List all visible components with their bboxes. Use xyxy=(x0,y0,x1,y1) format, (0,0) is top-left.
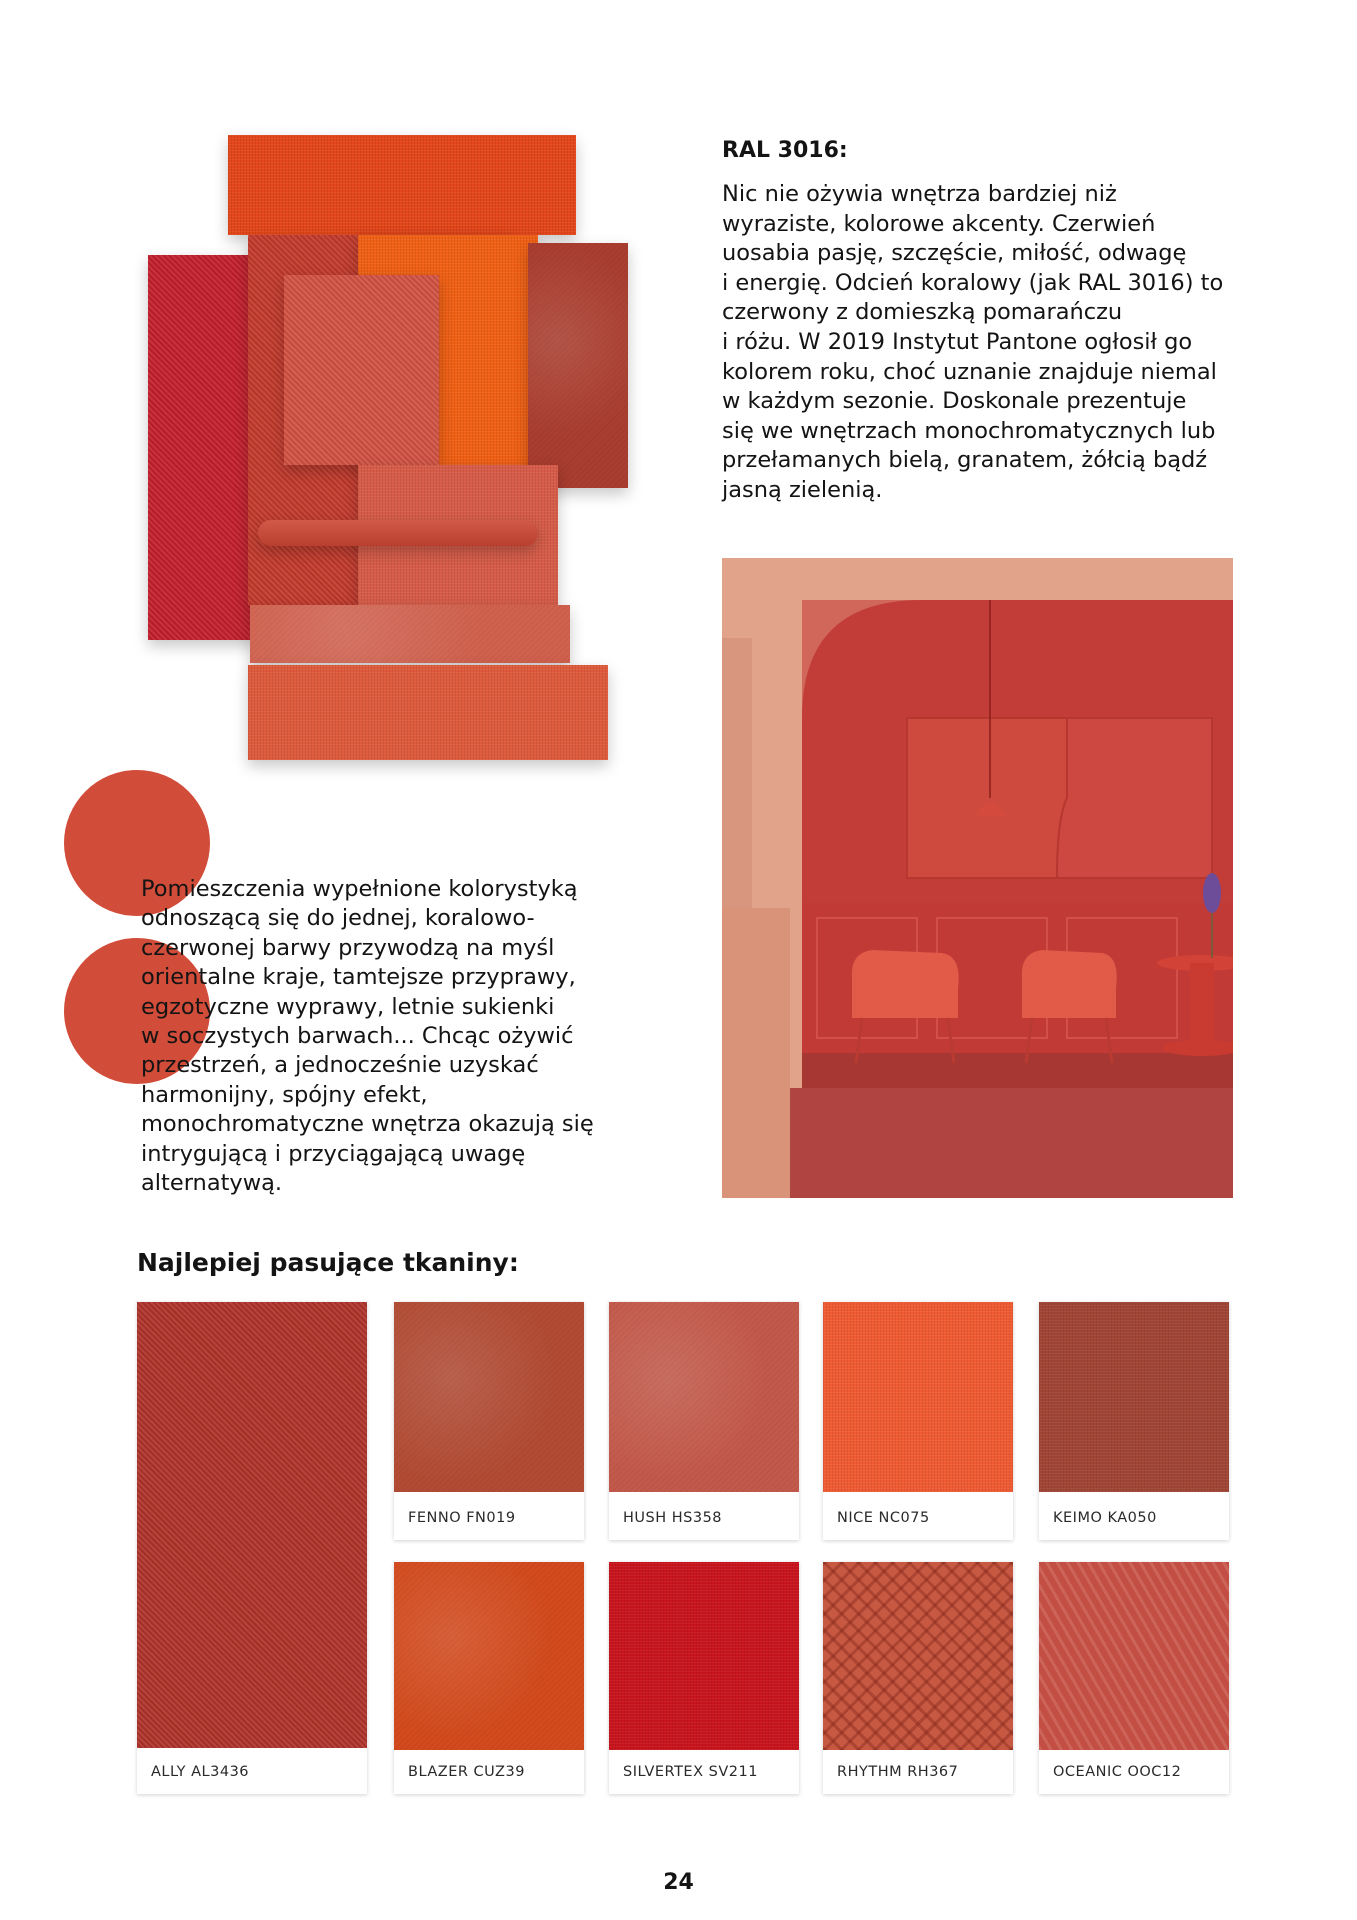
interior-photo xyxy=(722,558,1233,1198)
interior-illustration xyxy=(722,558,1233,1198)
fabric-name: OCEANIC OOC12 xyxy=(1053,1764,1182,1780)
fabric-card-nice xyxy=(823,1302,1013,1540)
fabric-piece-orange-top xyxy=(228,135,576,235)
fabrics-title: Najlepiej pasujące tkaniny: xyxy=(137,1248,519,1277)
fabric-piece-orange-bottom xyxy=(248,665,608,760)
fabric-collage-image xyxy=(148,135,633,760)
fabric-card-fenno xyxy=(394,1302,584,1540)
fabric-card-blazer xyxy=(394,1562,584,1794)
secondary-paragraph: Pomieszczenia wypełnione kolorystyką odnoszącą się do jednej, koralowo- czerwonej barwy przywodzą na myśl orientalne kraje, tamtejsze przyprawy, egzotyczne wyprawy, letnie sukienki w soczystych barwach... Chcąc ożywić przestrzeń, a jednocześnie uzyskać harmonijny, spójny efekt, monochromatyczne wnętrza okazują się intrygującą i przyciągającą uwagę alternatywą. xyxy=(141,876,594,1197)
intro-paragraph: Nic nie ożywia wnętrza bardziej niż wyraziste, kolorowe akcenty. Czerwień uosabia pasję, szczęście, miłość, odwagę i energię. Odcień koralowy (jak RAL 3016) to czerwony z domieszką pomarańczu i różu. W 2019 Instytut Pantone ogłosił go kolorem roku, choć uznanie znajduje niemal w każdym sezonie. Doskonale prezentuje się we wnętrzach monochromatycznych lub przełamanych bielą, granatem, żółcią bądź jasną zielenią. xyxy=(722,181,1224,503)
fabric-name: ALLY AL3436 xyxy=(151,1764,250,1780)
fabric-swatch xyxy=(609,1562,799,1750)
fabric-card-oceanic xyxy=(1039,1562,1229,1794)
fabric-swatch xyxy=(823,1562,1013,1750)
fabric-card-keimo xyxy=(1039,1302,1229,1540)
fabric-piece-red-left xyxy=(148,255,258,640)
fabric-name: NICE NC075 xyxy=(837,1510,930,1526)
fabric-swatch xyxy=(394,1302,584,1492)
fabric-name: SILVERTEX SV211 xyxy=(623,1764,758,1780)
fabric-swatch xyxy=(394,1562,584,1750)
fabric-name: HUSH HS358 xyxy=(623,1510,723,1526)
fabric-name: BLAZER CUZ39 xyxy=(408,1764,525,1780)
section-heading: RAL 3016: xyxy=(722,138,848,163)
page-number: 24 xyxy=(663,1870,694,1895)
fabric-piece-coral-square xyxy=(284,275,439,465)
fabric-swatch xyxy=(609,1302,799,1492)
fabric-piece-felt xyxy=(250,605,570,663)
fabric-card-ally xyxy=(137,1302,367,1794)
fabric-piece-roll xyxy=(258,520,538,546)
fabric-card-rhythm xyxy=(823,1562,1013,1794)
fabric-name: RHYTHM RH367 xyxy=(837,1764,959,1780)
fabric-swatch xyxy=(1039,1302,1229,1492)
fabric-piece-rust-right xyxy=(528,243,628,488)
fabric-name: FENNO FN019 xyxy=(408,1510,516,1526)
fabric-swatch xyxy=(1039,1562,1229,1750)
fabric-card-silvertex xyxy=(609,1562,799,1794)
fabric-swatch xyxy=(823,1302,1013,1492)
fabric-card-hush xyxy=(609,1302,799,1540)
fabric-name: KEIMO KA050 xyxy=(1053,1510,1157,1526)
fabric-swatch xyxy=(137,1302,367,1748)
